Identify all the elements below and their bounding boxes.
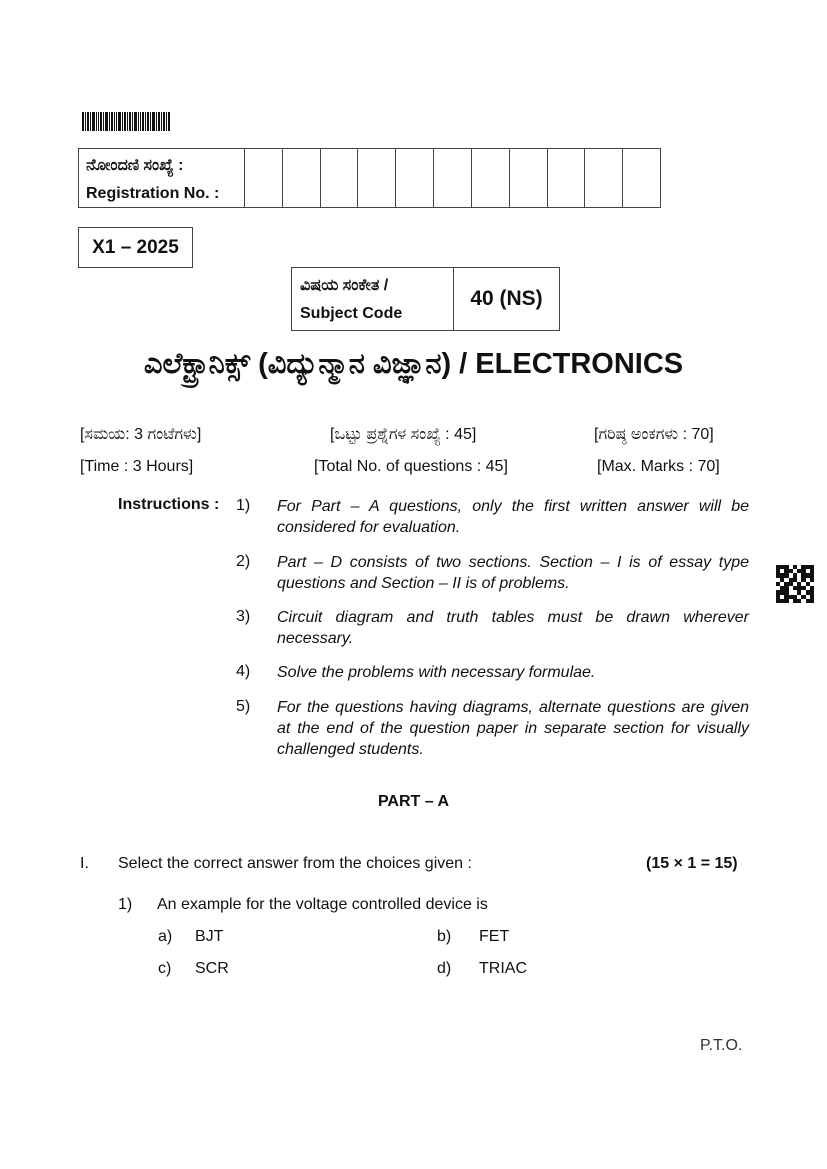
instruction-text: For the questions having diagrams, alternate questions are given at the end of the question paper in separate section for visually challenged students. (277, 699, 749, 758)
questions-english: [Total No. of questions : 45] (314, 458, 508, 475)
instruction-text: Solve the problems with necessary formulae. (277, 664, 596, 681)
pto-note: P.T.O. (700, 1037, 743, 1054)
instruction-number: 1) (236, 497, 251, 514)
option-label: a) (158, 928, 173, 945)
registration-cell[interactable] (283, 149, 321, 207)
section-number: I. (80, 855, 89, 872)
registration-cell[interactable] (358, 149, 396, 207)
subject-code-value: 40 (NS) (470, 287, 543, 310)
registration-cell[interactable] (434, 149, 472, 207)
registration-label-kannada: ನೋಂದಣಿ ಸಂಖ್ಯೆ : (86, 157, 184, 174)
question-number: 1) (118, 896, 133, 913)
questions-kannada: [ಒಟ್ಟು ಪ್ರಶ್ನೆಗಳ ಸಂಖ್ಯೆ : 45] (330, 426, 477, 443)
option-label: d) (437, 960, 452, 977)
paper-code: X1 – 2025 (78, 227, 193, 268)
option-text: TRIAC (479, 960, 527, 977)
option-label: c) (158, 960, 172, 977)
option-text: SCR (195, 960, 229, 977)
registration-label-english: Registration No. : (86, 185, 220, 202)
paper-title: ಎಲೆಕ್ಟ್ರಾನಿಕ್ಸ್ (ವಿದ್ಯುನ್ಮಾನ ವಿಜ್ಞಾನ) / ELECTRONICS (143, 348, 684, 380)
instruction-number: 4) (236, 663, 251, 680)
option-text: BJT (195, 928, 224, 945)
instruction-number: 5) (236, 698, 251, 715)
time-english: [Time : 3 Hours] (80, 458, 194, 475)
registration-label (79, 149, 245, 207)
option-text: FET (479, 928, 510, 945)
registration-cell[interactable] (623, 149, 660, 207)
registration-cell[interactable] (585, 149, 623, 207)
subject-code-label-kannada: ವಿಷಯ ಸಂಕೇತ / (300, 277, 389, 294)
subject-code-label-english: Subject Code (300, 305, 403, 322)
time-kannada: [ಸಮಯ: 3 ಗಂಟೆಗಳು] (80, 426, 202, 443)
registration-cell[interactable] (396, 149, 434, 207)
registration-cell[interactable] (245, 149, 283, 207)
instruction-text: For Part – A questions, only the first written answer will be considered for evaluation. (277, 498, 749, 536)
barcode (82, 112, 190, 131)
subject-code-box (291, 267, 560, 331)
registration-box (78, 148, 661, 208)
instruction-number: 3) (236, 608, 251, 625)
section-instruction: Select the correct answer from the choices given : (118, 855, 472, 872)
subject-code-label (292, 268, 454, 330)
registration-cell[interactable] (472, 149, 510, 207)
registration-cell[interactable] (510, 149, 548, 207)
instructions-heading: Instructions : (118, 496, 220, 513)
registration-cell[interactable] (321, 149, 359, 207)
marks-kannada: [ಗರಿಷ್ಠ ಅಂಕಗಳು : 70] (594, 426, 714, 443)
instruction-text: Part – D consists of two sections. Section – I is of essay type questions and Section – II is of problems. (277, 554, 749, 592)
registration-cell[interactable] (548, 149, 586, 207)
instruction-number: 2) (236, 553, 251, 570)
instruction-text: Circuit diagram and truth tables must be drawn wherever necessary. (277, 609, 749, 647)
qr-code (776, 565, 814, 603)
registration-cells (245, 149, 660, 207)
question-text: An example for the voltage controlled device is (157, 896, 488, 913)
section-marks: (15 × 1 = 15) (646, 855, 738, 872)
part-a-title: PART – A (377, 793, 450, 810)
option-label: b) (437, 928, 452, 945)
marks-english: [Max. Marks : 70] (597, 458, 720, 475)
